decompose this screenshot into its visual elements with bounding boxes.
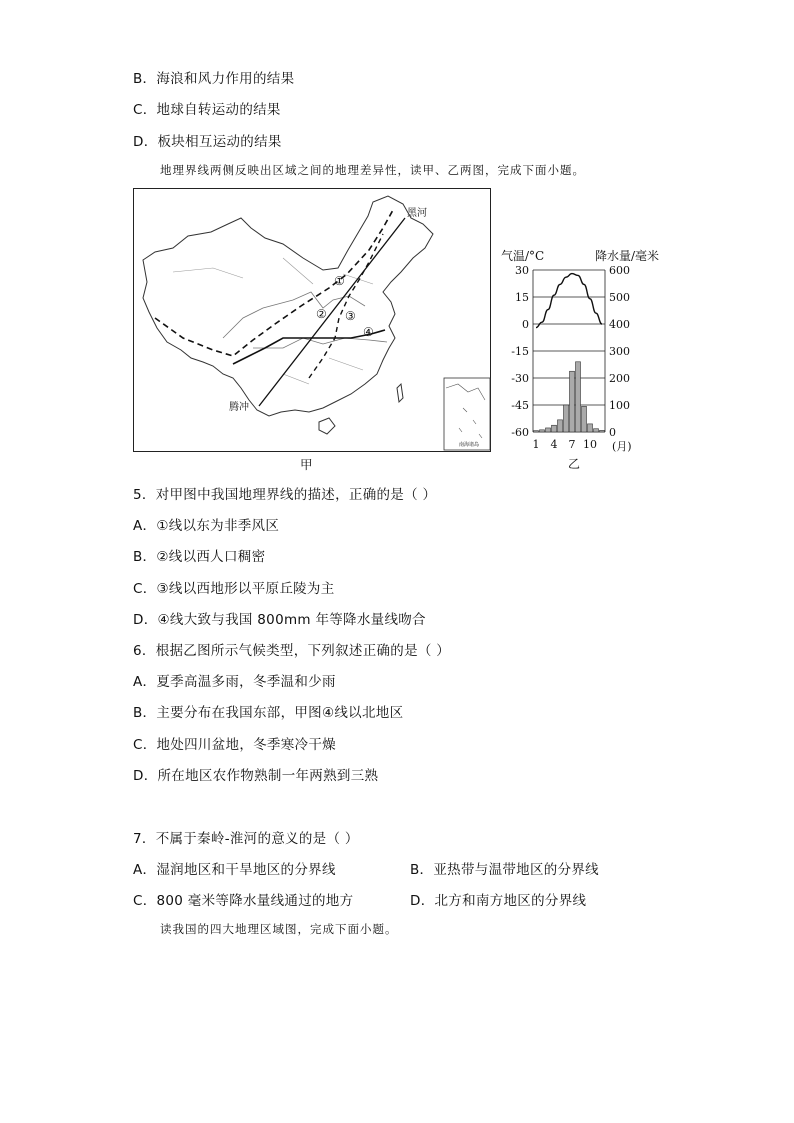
q7-option-a[interactable]: A．湿润地区和干旱地区的分界线 <box>133 862 336 878</box>
intro-text-2: 读我国的四大地理区域图，完成下面小题。 <box>160 922 398 936</box>
precip-bar <box>594 429 599 432</box>
q7-option-d[interactable]: D．北方和南方地区的分界线 <box>410 893 587 909</box>
line-label-4: ④ <box>363 325 374 339</box>
climate-chart <box>498 240 670 471</box>
inset-label: 南海诸岛 <box>459 442 480 448</box>
china-map-figure <box>133 188 491 452</box>
left-tick-label: -30 <box>511 372 529 385</box>
prev-option-c: C．地球自转运动的结果 <box>133 102 281 118</box>
q5-option-c[interactable]: C．③线以西地形以平原丘陵为主 <box>133 581 335 597</box>
left-tick-label: 30 <box>515 264 529 277</box>
prev-option-b: B．海浪和风力作用的结果 <box>133 71 295 87</box>
right-tick-label: 0 <box>609 426 616 439</box>
q7-option-c[interactable]: C．800 毫米等降水量线通过的地方 <box>133 893 354 909</box>
precip-bar <box>582 406 587 432</box>
left-tick-label: -60 <box>511 426 529 439</box>
precip-bar <box>588 424 593 432</box>
left-tick-label: -45 <box>511 399 529 412</box>
prev-option-d: D．板块相互运动的结果 <box>133 134 282 150</box>
right-tick-label: 100 <box>609 399 630 412</box>
precip-bar <box>570 371 575 432</box>
precip-bar <box>546 428 551 432</box>
q6-option-a[interactable]: A．夏季高温多雨，冬季温和少雨 <box>133 674 336 690</box>
precip-bar <box>534 431 539 432</box>
right-axis-label: 降水量/毫米 <box>595 249 660 263</box>
left-tick-label: 15 <box>515 291 529 304</box>
right-tick-label: 200 <box>609 372 630 385</box>
line-label-3: ③ <box>345 309 356 323</box>
q7-option-b[interactable]: B．亚热带与温带地区的分界线 <box>410 862 599 878</box>
label-tengchong: 腾冲 <box>229 402 249 413</box>
x-unit: (月) <box>612 440 632 453</box>
right-tick-label: 500 <box>609 291 630 304</box>
q5-option-d[interactable]: D．④线大致与我国 800mm 年等降水量线吻合 <box>133 612 426 628</box>
q6-option-d[interactable]: D．所在地区农作物熟制一年两熟到三熟 <box>133 768 379 784</box>
q5-option-b[interactable]: B．②线以西人口稠密 <box>133 549 266 565</box>
intro-text-1: 地理界线两侧反映出区域之间的地理差异性，读甲、乙两图，完成下面小题。 <box>160 163 585 177</box>
x-tick-label: 10 <box>583 438 597 451</box>
map-caption: 甲 <box>300 457 313 472</box>
q6-option-b[interactable]: B．主要分布在我国东部，甲图④线以北地区 <box>133 705 404 721</box>
precip-bar <box>600 430 605 432</box>
q5-option-a[interactable]: A．①线以东为非季风区 <box>133 518 280 534</box>
chart-caption: 乙 <box>568 457 581 471</box>
temperature-line <box>536 274 602 328</box>
q5-stem: 5．对甲图中我国地理界线的描述，正确的是（ ） <box>133 487 437 503</box>
x-tick-label: 1 <box>532 438 540 451</box>
map-frame <box>134 189 491 452</box>
plot-area <box>511 264 630 451</box>
precip-bar <box>552 425 557 432</box>
precip-bar <box>558 420 563 432</box>
label-heihe: 黑河 <box>407 208 427 219</box>
precip-bar <box>564 405 569 432</box>
inset-frame <box>444 378 490 450</box>
x-tick-label: 7 <box>568 438 576 451</box>
right-tick-label: 300 <box>609 345 630 358</box>
precip-bar <box>540 430 545 432</box>
line-label-1: ① <box>334 274 345 288</box>
x-tick-label: 4 <box>550 438 558 451</box>
right-tick-label: 400 <box>609 318 630 331</box>
left-tick-label: -15 <box>511 345 529 358</box>
left-tick-label: 0 <box>522 318 529 331</box>
precip-bar <box>576 362 581 432</box>
q6-option-c[interactable]: C．地处四川盆地，冬季寒冷干燥 <box>133 737 336 753</box>
right-tick-label: 600 <box>609 264 630 277</box>
q7-stem: 7．不属于秦岭-淮河的意义的是（ ） <box>133 831 359 847</box>
line-label-2: ② <box>316 307 327 321</box>
q6-stem: 6．根据乙图所示气候类型，下列叙述正确的是（ ） <box>133 643 451 659</box>
left-axis-label: 气温/°C <box>501 249 545 263</box>
